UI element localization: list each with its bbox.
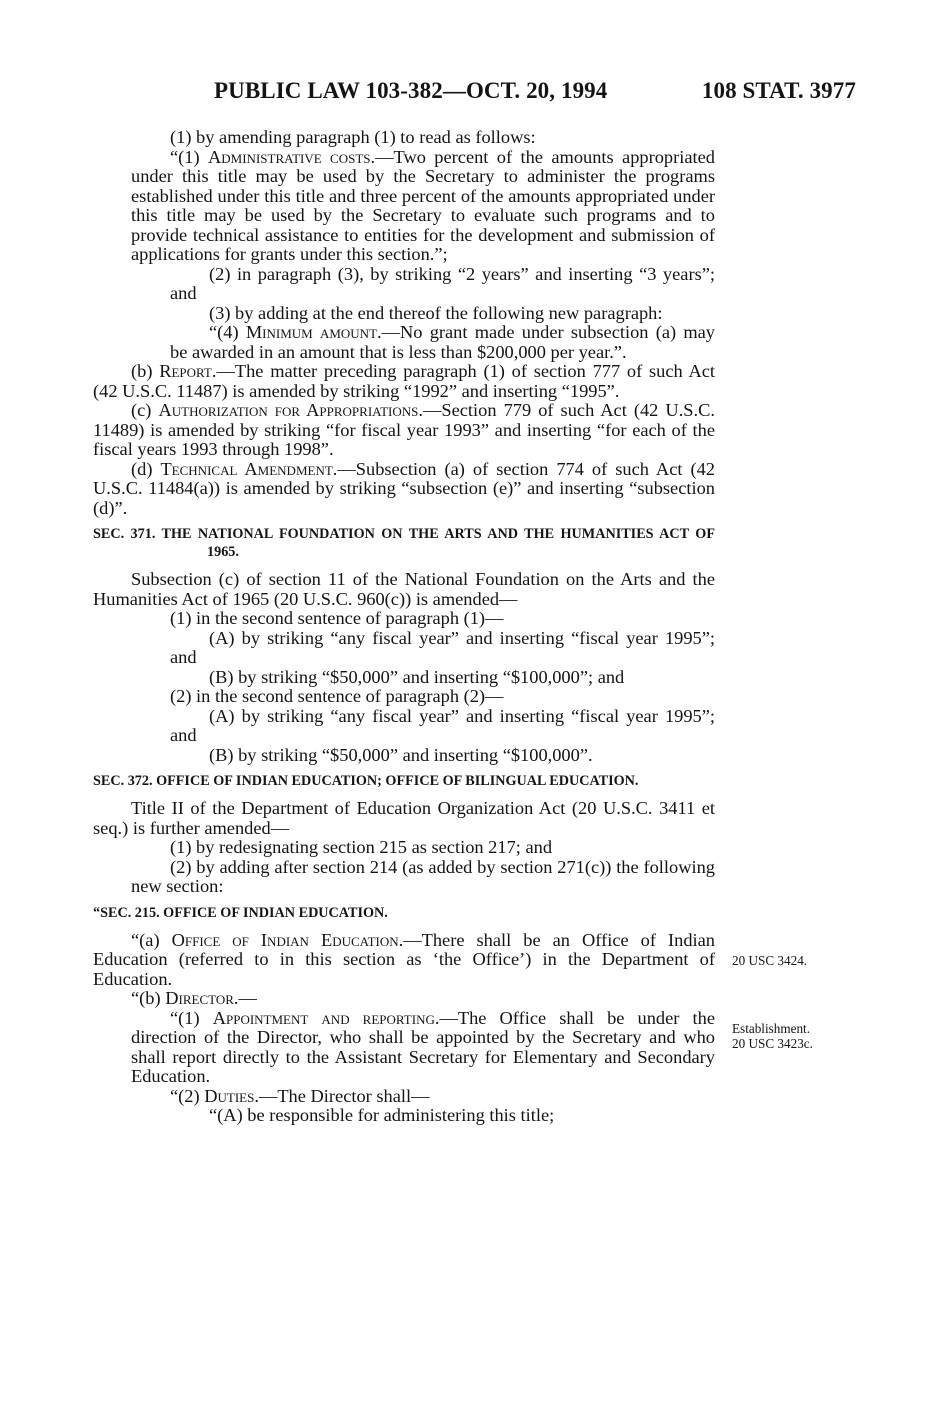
paragraph-heading: Authorization for Appropriations. [158,400,423,420]
paragraph: (c) Authorization for Appropriations.—Section 779 of such Act (42 U.S.C. 11489) is amended by striking “for fiscal year 1993” and inserting “for each of the fiscal years 1993 through 1998”. [93,400,715,459]
paragraph: Subsection (c) of section 11 of the National Foundation on the Arts and the Humanities Act of 1965 (20 U.S.C. 960(c)) is amended— [93,569,715,609]
paragraph-heading: Administrative costs. [208,146,376,167]
margin-note-usc-3424: 20 USC 3424. [732,953,808,968]
paragraph: “(a) Office of Indian Education.—There shall be an Office of Indian Education (referred to in this section as ‘the Office’) in the Department of Education. [93,929,715,989]
section-heading-371: SEC. 371. THE NATIONAL FOUNDATION ON THE ARTS AND THE HUMANITIES ACT OF 1965. [93,526,715,560]
section-heading-372: SEC. 372. OFFICE OF INDIAN EDUCATION; OFFICE OF BILINGUAL EDUCATION. [93,773,639,789]
section-heading-215: “SEC. 215. OFFICE OF INDIAN EDUCATION. [93,904,388,921]
margin-note-establishment: Establishment. [732,1021,811,1036]
paragraph-heading: Minimum amount. [245,322,382,342]
paragraph: “(A) be responsible for administering this title; [209,1105,555,1125]
paragraph: (b) Report.—The matter preceding paragraph (1) of section 777 of such Act (42 U.S.C. 11487) is amended by striking “1992” and inserting “1995”. [93,361,715,401]
paragraph: “(b) Director.— [131,988,257,1008]
paragraph-heading: Technical Amendment. [160,458,338,479]
document-body [93,128,715,1126]
paragraph: (1) in the second sentence of paragraph (1)— [170,608,504,628]
paragraph: (A) by striking “any fiscal year” and inserting “fiscal year 1995”; and [170,627,715,667]
running-head-stat-page: 108 STAT. 3977 [701,78,856,103]
paragraph-heading: Report. [159,361,217,381]
paragraph: (d) Technical Amendment.—Subsection (a) of section 774 of such Act (42 U.S.C. 11484(a)) is amended by striking “subsection (e)” and inserting “subsection (d)”. [93,458,716,518]
paragraph: (1) by redesignating section 215 as section 217; and [170,837,553,857]
paragraph: Title II of the Department of Education Organization Act (20 U.S.C. 3411 et seq.) is further amended— [93,798,715,838]
paragraph-heading: Appointment and reporting. [212,1007,440,1028]
paragraph: (A) by striking “any fiscal year” and inserting “fiscal year 1995”; and [170,705,715,745]
paragraph: (2) in the second sentence of paragraph (2)— [170,686,504,706]
paragraph-heading: Duties. [204,1085,259,1106]
paragraph: (2) by adding after section 214 (as added by section 271(c)) the following new section: [131,856,715,896]
paragraph-heading: Office of Indian Education. [171,929,404,950]
paragraph: (2) in paragraph (3), by striking “2 years” and inserting “3 years”; and [170,263,715,303]
paragraph: (B) by striking “$50,000” and inserting “$100,000”; and [209,666,625,687]
paragraph: “(4) Minimum amount.—No grant made under subsection (a) may be awarded in an amount that is less than $200,000 per year.”. [170,322,715,362]
paragraph: (1) by amending paragraph (1) to read as follows: [170,127,536,147]
paragraph: “(1) Administrative costs.—Two percent of the amounts appropriated under this title may be used by the Secretary to administer the programs established under this title and three percent of the amounts appropriated under this title may be used by the Secretary to evaluate such programs and to provide technical assistance to entities for the development and submission of applications for grants under this section.”; [131,146,715,264]
paragraph: (B) by striking “$50,000” and inserting “$100,000”. [209,744,593,765]
paragraph: “(2) Duties.—The Director shall— [170,1085,430,1106]
paragraph: (3) by adding at the end thereof the following new paragraph: [209,302,663,323]
paragraph-heading: Director. [165,988,239,1008]
running-head-title: PUBLIC LAW 103-382—OCT. 20, 1994 [214,78,608,103]
paragraph: “(1) Appointment and reporting.—The Office shall be under the direction of the Director, who shall be appointed by the Secretary and who shall report directly to the Assistant Secretary for Elementary and Secondary Education. [131,1007,715,1086]
margin-note-usc-3423c: 20 USC 3423c. [732,1036,813,1051]
